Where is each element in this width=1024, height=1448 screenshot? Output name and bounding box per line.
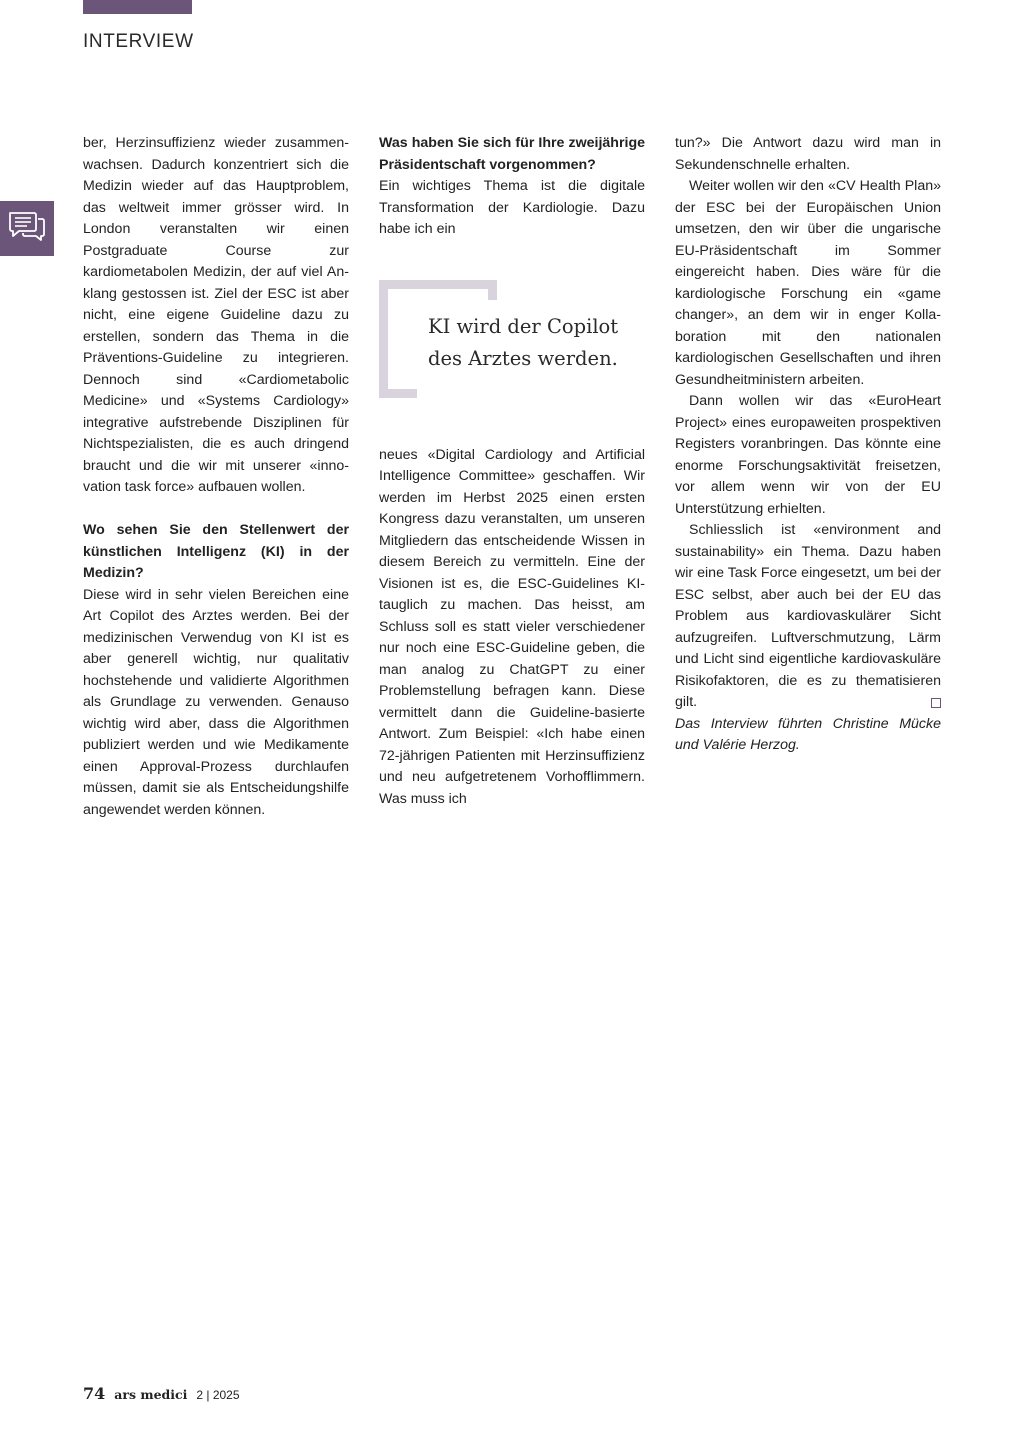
paragraph-text: Schliesslich ist «environment and sustainability» ein Thema. Dazu haben wir eine Task Force eingesetzt, um bei der ESC selbst, aber auch bei der EU das Problem aus kardiovaskulärer Sicht aufzugreifen. Luftverschmutzung, Lärm und Licht sind eigentliche kardiovaskuläre Risikofaktoren, die es zu thematisieren gilt. [675, 522, 941, 710]
column-3 [675, 133, 941, 757]
paragraph [675, 520, 941, 714]
side-tab [0, 201, 54, 256]
answer-paragraph: neues «Digital Cardiology and Artificial Intelligence Committee» geschaffen. Wir werden im Herbst 2025 einen ersten Kongress dazu veranstalten, um unseren Mitgliedern das entscheidende Wissen in diesem Bereich zu vermitteln. Eine der Visionen ist es, die ESC-Guidelines KI-tauglich zu machen. Das heisst, am Schluss soll es statt vieler verschiedener nur noch eine ESC-Guideline geben, die man analog zu ChatGPT zu einer Problemstellung befragen kann. Diese vermittelt dann die Guideline-basierte Antwort. Zum Beispiel: «Ich habe einen 72-jährigen Patienten mit Herzinsuffizienz und neu aufgetretenem Vorhofflimmern. Was muss ich [379, 446, 645, 807]
accent-bar [83, 0, 192, 14]
question-heading: Wo sehen Sie den Stellenwert der künstlichen Intelligenz (KI) in der Medizin? [83, 522, 349, 581]
paragraph: tun?» Die Antwort dazu wird man in Sekundenschnelle erhalten. [675, 135, 941, 173]
pull-quote-text: KI wird der Copilot des Arztes werden. [428, 314, 619, 370]
issue-number: 2 | 2025 [196, 1388, 240, 1402]
paragraph: Weiter wollen wir den «CV Health Plan» der ESC bei der Europäischen Union umsetzen, den wir über die ungarische EU-Präsidentschaft im Sommer eingereicht haben. Dies wäre für die kardiologische Forschung ein «game changer», an dem wir in enger Kollaboration mit den nationalen kardiologischen Gesellschaften und ihren Gesundheitministern arbeiten. [675, 178, 941, 388]
pull-quote [379, 280, 645, 404]
quote-bracket [379, 280, 388, 398]
paragraph: Dann wollen wir das «EuroHeart Project» eines europaweiten prospektiven Registers voranbringen. Das könnte eine enorme Forschungsaktivität freisetzen, vor allem wenn wir von der EU Unterstützung erhielten. [675, 393, 941, 517]
section-label: INTERVIEW [83, 31, 194, 52]
magazine-name: ars medici [114, 1387, 188, 1402]
paragraph: ber, Herzinsuffizienz wieder zusammenwachsen. Dadurch konzentriert sich die Medizin wieder auf das Hauptproblem, das weltweit immer grösser wird. In London veranstalten wir einen Postgraduate Course zur kardiometabolen Medizin, der auf viel Anklang gestossen ist. Ziel der ESC ist aber nicht, eine eigene Guideline dazu zu erstellen, sondern das Thema in die Präventions-Guideline zu integrieren. Dennoch sind «Cardiometabolic Medicine» und «Systems Cardiology» integrative aufstrebende Disziplinen für Nichtspezialisten, die es auch dringend braucht und die wir mit unserer «innovation task force» aufbauen wollen. [83, 135, 349, 495]
square-outline-icon [931, 698, 941, 708]
quote-bracket [379, 389, 417, 398]
column-2 [379, 133, 645, 810]
quote-bracket [488, 280, 497, 300]
speech-bubble-icon [7, 210, 47, 247]
question-heading: Was haben Sie sich für Ihre zweijährige Präsidentschaft vorgenommen? [379, 135, 645, 173]
column-1 [83, 133, 349, 821]
byline: Das Interview führten Christine Mücke und Valérie Herzog. [675, 715, 941, 753]
quote-bracket [379, 280, 497, 289]
page-footer [83, 1384, 240, 1403]
answer-paragraph: Ein wichtiges Thema ist die digitale Transformation der Kardiologie. Dazu habe ich ein [379, 178, 645, 237]
answer-paragraph: Diese wird in sehr vielen Bereichen eine Art Copilot des Arztes werden. Bei der medizinischen Verwendug von KI ist es aber generell wichtig, nur qualitativ hochstehende und validierte Algorithmen als Grundlage zu verwenden. Genauso wichtig wird aber, dass die Algorithmen publiziert werden und wie Medikamente einen Approval-Prozess durchlaufen müssen, damit sie als Entscheidungshilfe angewendet werden können. [83, 586, 349, 818]
page-number: 74 [83, 1384, 106, 1403]
